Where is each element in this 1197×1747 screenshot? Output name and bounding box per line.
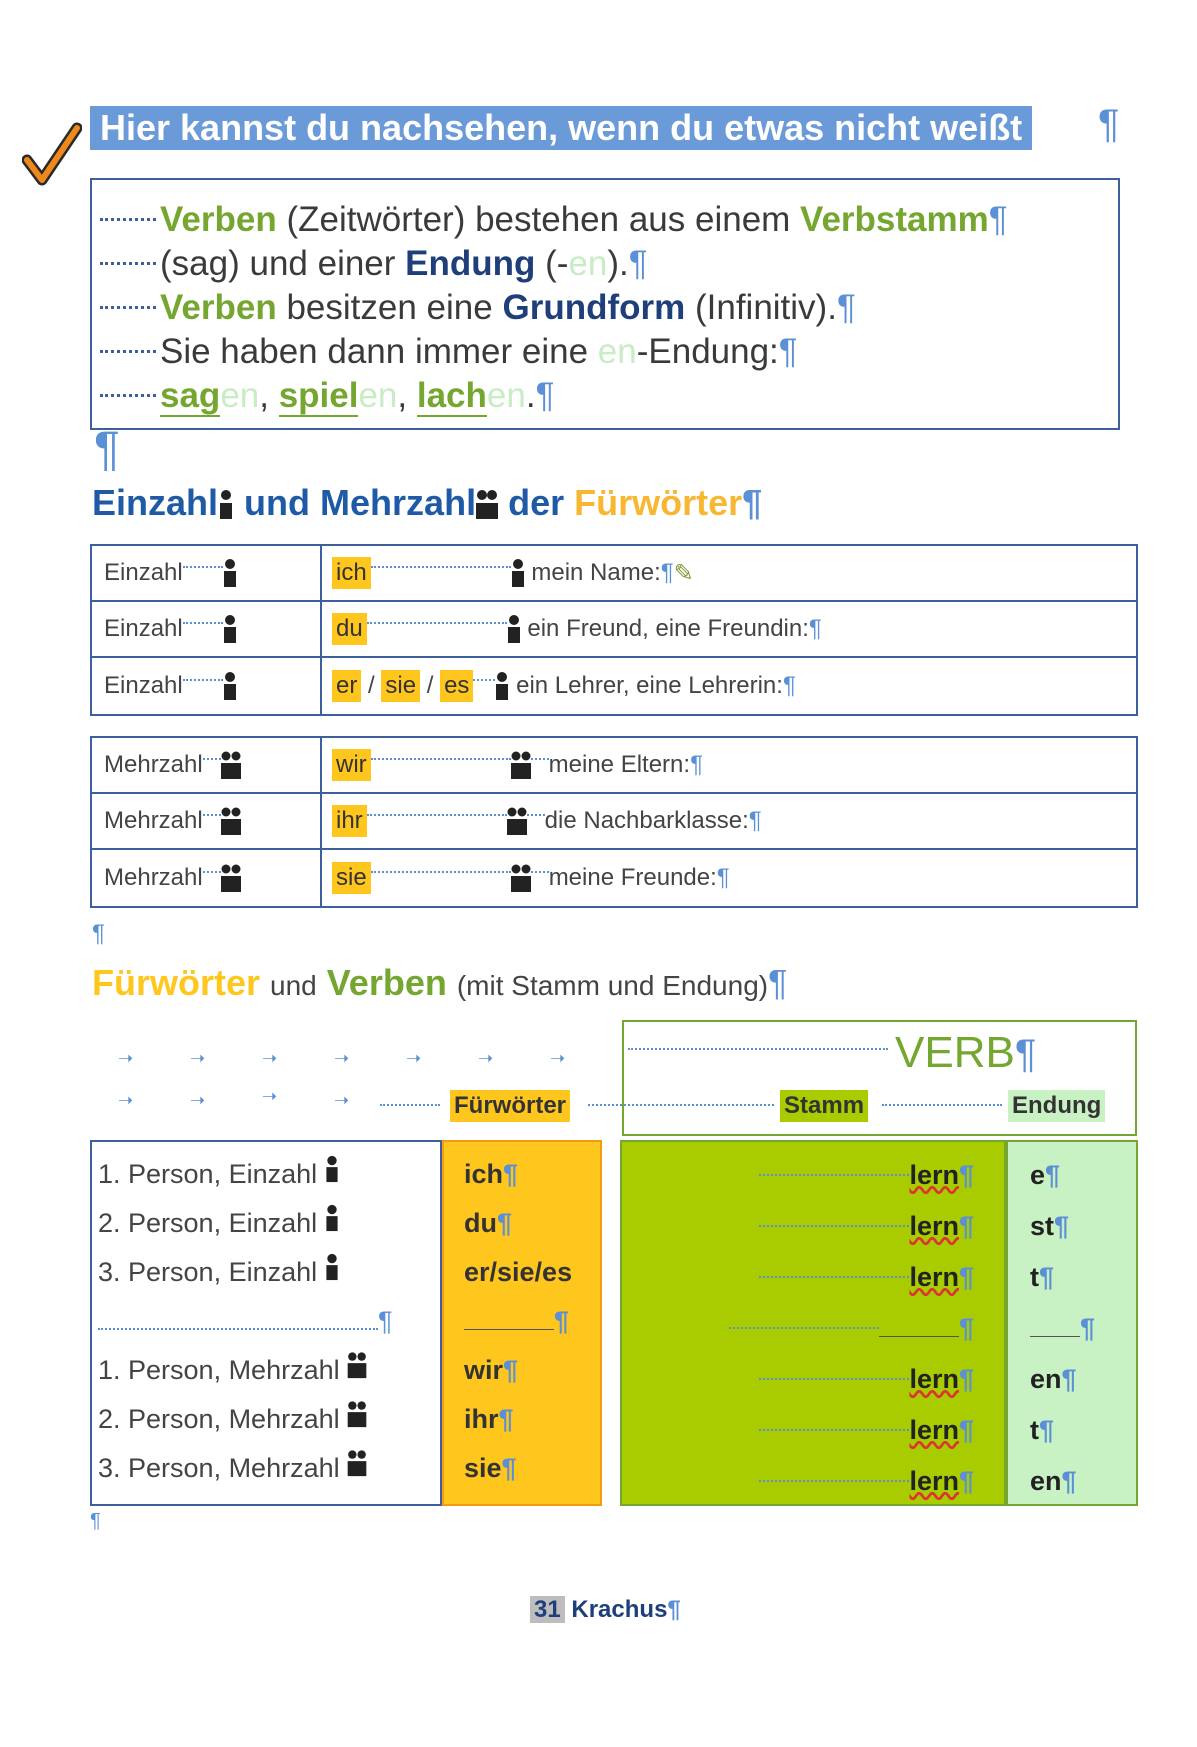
list-item: 3. Person, Mehrzahl — [98, 1444, 440, 1493]
list-item: 2. Person, Mehrzahl — [98, 1395, 440, 1444]
people-icon — [347, 1400, 367, 1428]
people-icon — [347, 1351, 367, 1379]
person-icon — [511, 558, 525, 588]
pencil-icon: ✎ — [673, 559, 694, 587]
list-item: st¶ — [1030, 1211, 1070, 1241]
list-item: du¶ — [464, 1208, 513, 1238]
conjugation-stems-column — [620, 1140, 1006, 1506]
dotted-leader — [588, 1104, 774, 1106]
column-header-ending: Endung — [1008, 1090, 1105, 1122]
tab-arrow-icon: ➝ — [478, 1048, 494, 1068]
person-icon — [325, 1204, 339, 1232]
list-item: e¶ — [1030, 1160, 1061, 1190]
list-item: lern¶ — [622, 1405, 1004, 1456]
list-item: 2. Person, Einzahl — [98, 1199, 440, 1248]
people-icon — [511, 863, 531, 893]
person-icon — [507, 614, 521, 644]
person-icon — [495, 671, 509, 701]
list-item: lern¶ — [622, 1150, 1004, 1201]
list-item: 1. Person, Einzahl — [98, 1150, 440, 1199]
list-item: lern¶ — [622, 1456, 1004, 1507]
separator-line: ¶ — [1030, 1303, 1136, 1354]
tab-arrow-icon: ➝ — [334, 1048, 350, 1068]
people-icon — [221, 863, 241, 893]
pilcrow-mark: ¶ — [90, 1510, 101, 1532]
tab-arrow-icon: ➝ — [334, 1090, 350, 1110]
person-icon — [325, 1253, 339, 1281]
tab-arrow-icon: ➝ — [190, 1090, 206, 1110]
table-row: Einzahl ich mein Name: ¶ ✎ — [92, 546, 1136, 602]
intro-line-4: Sie haben dann immer eine en-Endung:¶ — [100, 330, 1118, 374]
column-header-pronouns: Fürwörter — [450, 1090, 570, 1122]
plural-pronoun-table — [90, 736, 1138, 908]
dotted-leader — [380, 1104, 440, 1106]
list-item: en¶ — [1030, 1364, 1077, 1394]
list-item: lern¶ — [622, 1252, 1004, 1303]
checkmark-icon — [22, 120, 82, 190]
tab-arrow-icon: ➝ — [118, 1048, 134, 1068]
conjugation-pronouns-column — [442, 1140, 602, 1506]
intro-line-1: Verben (Zeitwörter) bestehen aus einem Verbstamm¶ — [100, 198, 1118, 242]
table-row: Mehrzahl ihr die Nachbarklasse: ¶ — [92, 794, 1136, 850]
person-icon — [223, 671, 237, 701]
page-footer: 31 Krachus¶ — [530, 1596, 681, 1624]
person-icon — [218, 489, 234, 521]
separator-line: ¶ — [464, 1297, 600, 1346]
section-heading-pronouns: Einzahl und Mehrzahl der Fürwörter¶ — [92, 482, 763, 523]
list-item: lern¶ — [622, 1354, 1004, 1405]
person-icon — [325, 1155, 339, 1183]
page-title: Hier kannst du nachsehen, wenn du etwas nicht weißt — [90, 106, 1032, 150]
list-item: ihr¶ — [464, 1404, 514, 1434]
people-icon — [511, 750, 531, 780]
verb-title: VERB¶ — [895, 1028, 1037, 1077]
singular-pronoun-table — [90, 544, 1138, 716]
people-icon — [221, 750, 241, 780]
tab-arrow-icon: ➝ — [118, 1090, 134, 1110]
list-item: t¶ — [1030, 1262, 1055, 1292]
table-row: Einzahl er / sie / es ein Lehrer, eine Lehrerin: ¶ — [92, 658, 1136, 714]
list-item: 3. Person, Einzahl — [98, 1248, 440, 1297]
pilcrow-mark: ¶ — [94, 423, 120, 476]
table-row: Einzahl du ein Freund, eine Freundin: ¶ — [92, 602, 1136, 658]
pilcrow-mark: ¶ — [92, 920, 105, 947]
intro-examples: sagen, spielen, lachen.¶ — [100, 374, 1118, 418]
table-row: Mehrzahl sie meine Freunde: ¶ — [92, 850, 1136, 906]
list-item: er/sie/es — [464, 1257, 573, 1287]
footer-name: Krachus — [571, 1596, 668, 1623]
list-item: wir¶ — [464, 1355, 519, 1385]
list-item: t¶ — [1030, 1415, 1055, 1445]
intro-line-3: Verben besitzen eine Grundform (Infinitiv).¶ — [100, 286, 1118, 330]
section-heading-verbs: Fürwörter und Verben (mit Stamm und Endung)¶ — [92, 962, 788, 1003]
tab-arrow-icon: ➝ — [262, 1086, 278, 1106]
people-icon — [507, 806, 527, 836]
conjugation-persons-column — [90, 1140, 442, 1506]
list-item: sie¶ — [464, 1453, 517, 1483]
pilcrow-mark: ¶ — [1098, 102, 1120, 146]
tab-arrow-icon: ➝ — [262, 1048, 278, 1068]
column-header-stem: Stamm — [780, 1090, 868, 1122]
dotted-leader — [628, 1048, 888, 1050]
list-item: ich¶ — [464, 1159, 519, 1189]
list-item: en¶ — [1030, 1466, 1077, 1496]
separator-line: ¶ — [622, 1303, 1004, 1354]
intro-box — [90, 178, 1120, 430]
tab-arrow-icon: ➝ — [190, 1048, 206, 1068]
people-icon — [221, 806, 241, 836]
table-row: Mehrzahl wir meine Eltern: ¶ — [92, 738, 1136, 794]
conjugation-endings-column — [1006, 1140, 1138, 1506]
separator-line: ¶ — [98, 1297, 440, 1346]
person-icon — [223, 558, 237, 588]
list-item: lern¶ — [622, 1201, 1004, 1252]
people-icon — [476, 489, 498, 521]
intro-line-2: (sag) und einer Endung (-en).¶ — [100, 242, 1118, 286]
dotted-leader — [882, 1104, 1002, 1106]
list-item: 1. Person, Mehrzahl — [98, 1346, 440, 1395]
page-number: 31 — [530, 1596, 565, 1623]
people-icon — [347, 1449, 367, 1477]
person-icon — [223, 614, 237, 644]
tab-arrow-icon: ➝ — [406, 1048, 422, 1068]
tab-arrow-icon: ➝ — [550, 1048, 566, 1068]
